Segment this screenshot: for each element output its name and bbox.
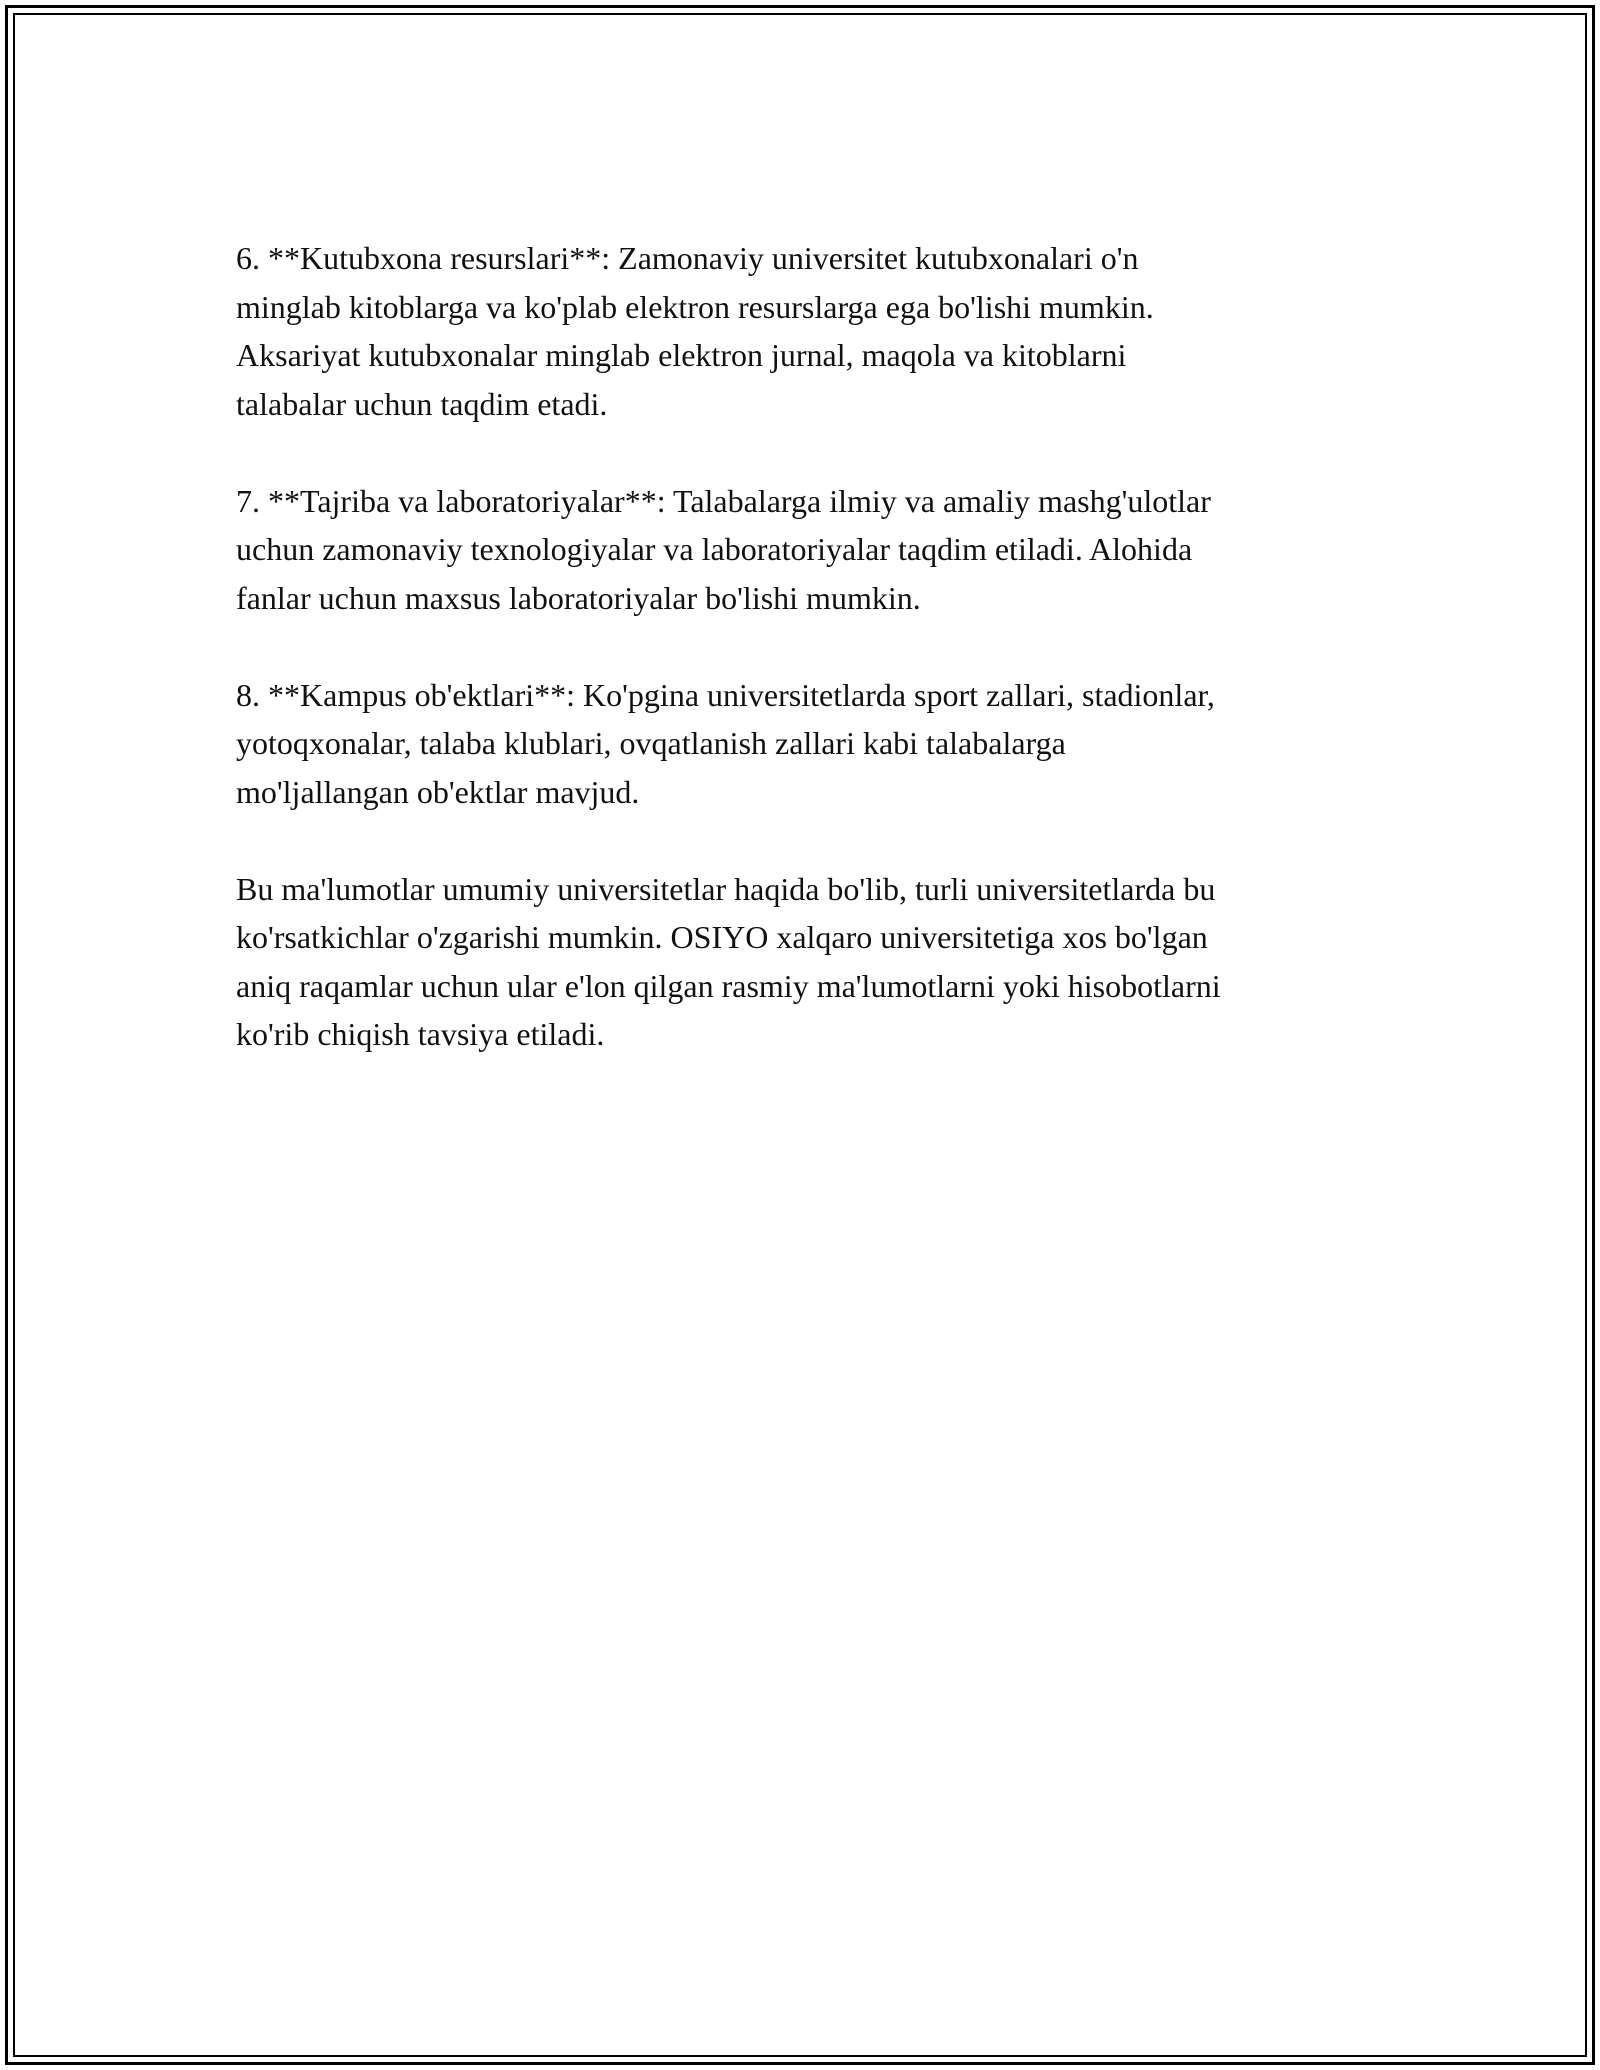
paragraph-campus-facilities: 8. **Kampus ob'ektlari**: Ko'pgina universitetlarda sport zallari, stadionlar, yotoqxonalar, talaba klublari, ovqatlanish zallari kabi talabalarga mo'ljallangan ob'ektlar mavjud. xyxy=(236,676,1215,810)
paragraph-library-resources: 6. **Kutubxona resurslari**: Zamonaviy universitet kutubxonalari o'n minglab kitoblarga va ko'plab elektron resurslarga ega bo'lishi mumkin. Aksariyat kutubxonalar minglab elektron jurnal, maqola va kitoblarni talabalar uchun taqdim etadi. xyxy=(236,240,1154,422)
paragraph-conclusion: Bu ma'lumotlar umumiy universitetlar haqida bo'lib, turli universitetlarda bu ko'rsatkichlar o'zgarishi mumkin. OSIYO xalqaro universitetiga xos bo'lgan aniq raqamlar uchun ular e'lon qilgan rasmiy ma'lumotlarni yoki hisobotlarni ko'rib chiqish tavsiya etiladi. xyxy=(236,870,1221,1052)
document-body xyxy=(236,234,1376,1107)
paragraph-labs: 7. **Tajriba va laboratoriyalar**: Talabalarga ilmiy va amaliy mashg'ulotlar uchun zamonaviy texnologiyalar va laboratoriyalar taqdim etiladi. Alohida fanlar uchun maxsus laboratoriyalar bo'lishi mumkin. xyxy=(236,482,1211,616)
